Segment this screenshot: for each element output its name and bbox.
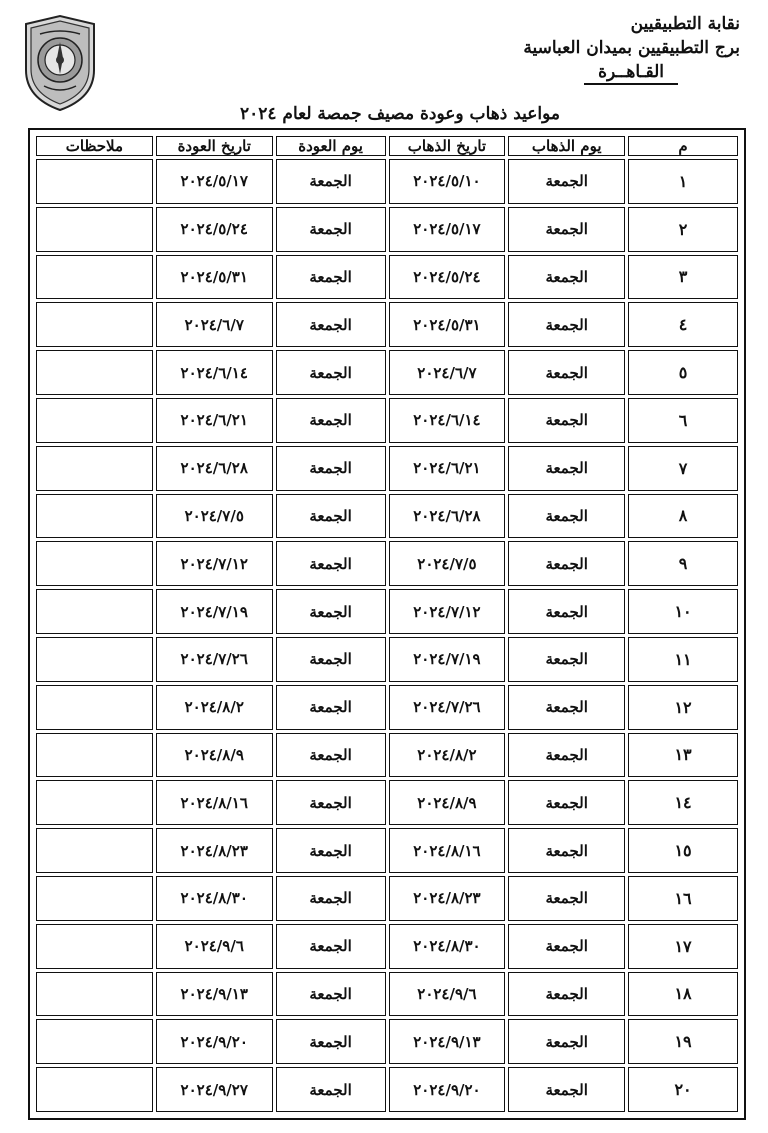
return-day-cell: الجمعة [276,398,386,443]
table-row [36,350,738,395]
departure-day-cell: الجمعة [508,1067,625,1112]
departure-date-cell: ٢٠٢٤/٧/٢٦ [389,685,506,730]
row-number-cell: ١٥ [628,828,738,873]
departure-day-cell: الجمعة [508,972,625,1017]
return-date-cell: ٢٠٢٤/٩/٦ [156,924,273,969]
return-day-cell: الجمعة [276,207,386,252]
departure-day-cell: الجمعة [508,255,625,300]
row-number-cell: ١٦ [628,876,738,921]
row-number-cell: ١٣ [628,733,738,778]
departure-day-cell: الجمعة [508,350,625,395]
row-number-cell: ٨ [628,494,738,539]
return-date-cell: ٢٠٢٤/٧/٢٦ [156,637,273,682]
departure-date-cell: ٢٠٢٤/٩/٢٠ [389,1067,506,1112]
departure-date-cell: ٢٠٢٤/٩/١٣ [389,1019,506,1064]
departure-day-cell: الجمعة [508,1019,625,1064]
return-day-cell: الجمعة [276,255,386,300]
row-number-cell: ١٨ [628,972,738,1017]
departure-date-cell: ٢٠٢٤/٨/٢٣ [389,876,506,921]
notes-cell [36,446,153,491]
table-row [36,637,738,682]
departure-date-cell: ٢٠٢٤/٨/٩ [389,780,506,825]
departure-date-cell: ٢٠٢٤/٦/٢٨ [389,494,506,539]
notes-cell [36,255,153,300]
return-day-cell: الجمعة [276,302,386,347]
return-day-cell: الجمعة [276,828,386,873]
return-date-cell: ٢٠٢٤/٦/٢٨ [156,446,273,491]
table-row [36,302,738,347]
table-header-row [36,136,738,156]
departure-date-cell: ٢٠٢٤/٨/١٦ [389,828,506,873]
departure-day-cell: الجمعة [508,541,625,586]
table-row [36,541,738,586]
departure-day-cell: الجمعة [508,685,625,730]
return-day-cell: الجمعة [276,685,386,730]
return-date-cell: ٢٠٢٤/٦/٧ [156,302,273,347]
column-header-return-date: تاريخ العودة [156,136,273,156]
departure-date-cell: ٢٠٢٤/٥/٣١ [389,302,506,347]
table-row [36,1067,738,1112]
row-number-cell: ٥ [628,350,738,395]
building-name: برج التطبيقيين بميدان العباسية [523,38,740,58]
row-number-cell: ١٧ [628,924,738,969]
return-date-cell: ٢٠٢٤/٨/٢ [156,685,273,730]
row-number-cell: ٤ [628,302,738,347]
departure-date-cell: ٢٠٢٤/٦/٢١ [389,446,506,491]
row-number-cell: ٢٠ [628,1067,738,1112]
return-date-cell: ٢٠٢٤/٩/٢٠ [156,1019,273,1064]
table-row [36,494,738,539]
table-row [36,255,738,300]
column-header-return-day: يوم العودة [276,136,386,156]
departure-date-cell: ٢٠٢٤/٩/٦ [389,972,506,1017]
departure-date-cell: ٢٠٢٤/٦/٧ [389,350,506,395]
departure-day-cell: الجمعة [508,207,625,252]
column-header-departure-date: تاريخ الذهاب [389,136,506,156]
schedule-table-frame [28,128,746,1120]
departure-date-cell: ٢٠٢٤/٥/١٧ [389,207,506,252]
notes-cell [36,1067,153,1112]
table-row [36,589,738,634]
row-number-cell: ١١ [628,637,738,682]
notes-cell [36,637,153,682]
organization-name: نقابة التطبيقيين [630,14,740,34]
departure-day-cell: الجمعة [508,446,625,491]
departure-date-cell: ٢٠٢٤/٦/١٤ [389,398,506,443]
departure-day-cell: الجمعة [508,589,625,634]
departure-day-cell: الجمعة [508,924,625,969]
return-day-cell: الجمعة [276,159,386,204]
table-row [36,685,738,730]
row-number-cell: ١٢ [628,685,738,730]
departure-date-cell: ٢٠٢٤/٥/٢٤ [389,255,506,300]
row-number-cell: ١٤ [628,780,738,825]
return-date-cell: ٢٠٢٤/٨/٢٣ [156,828,273,873]
notes-cell [36,350,153,395]
departure-day-cell: الجمعة [508,159,625,204]
departure-day-cell: الجمعة [508,876,625,921]
notes-cell [36,541,153,586]
table-row [36,207,738,252]
table-row [36,159,738,204]
notes-cell [36,924,153,969]
document-title: مواعيد ذهاب وعودة مصيف جمصة لعام ٢٠٢٤ [239,104,561,124]
column-header-notes: ملاحظات [36,136,153,156]
departure-day-cell: الجمعة [508,780,625,825]
notes-cell [36,494,153,539]
table-row [36,780,738,825]
return-date-cell: ٢٠٢٤/٧/٥ [156,494,273,539]
notes-cell [36,780,153,825]
return-date-cell: ٢٠٢٤/٩/١٣ [156,972,273,1017]
return-day-cell: الجمعة [276,733,386,778]
row-number-cell: ٦ [628,398,738,443]
return-date-cell: ٢٠٢٤/٥/٢٤ [156,207,273,252]
notes-cell [36,685,153,730]
schedule-table [33,133,741,1115]
notes-cell [36,972,153,1017]
departure-date-cell: ٢٠٢٤/٨/٢ [389,733,506,778]
return-date-cell: ٢٠٢٤/٨/٩ [156,733,273,778]
notes-cell [36,207,153,252]
departure-day-cell: الجمعة [508,828,625,873]
departure-day-cell: الجمعة [508,733,625,778]
departure-date-cell: ٢٠٢٤/٨/٣٠ [389,924,506,969]
notes-cell [36,589,153,634]
return-day-cell: الجمعة [276,1019,386,1064]
table-row [36,972,738,1017]
row-number-cell: ١ [628,159,738,204]
notes-cell [36,302,153,347]
row-number-cell: ٩ [628,541,738,586]
city-name: القـاهــرة [584,61,678,85]
return-day-cell: الجمعة [276,589,386,634]
organization-header [523,12,740,85]
table-row [36,924,738,969]
row-number-cell: ٧ [628,446,738,491]
departure-date-cell: ٢٠٢٤/٧/١٢ [389,589,506,634]
departure-day-cell: الجمعة [508,494,625,539]
departure-day-cell: الجمعة [508,302,625,347]
notes-cell [36,733,153,778]
return-date-cell: ٢٠٢٤/٥/١٧ [156,159,273,204]
table-row [36,876,738,921]
return-day-cell: الجمعة [276,494,386,539]
table-row [36,398,738,443]
departure-date-cell: ٢٠٢٤/٧/١٩ [389,637,506,682]
departure-day-cell: الجمعة [508,398,625,443]
row-number-cell: ١٩ [628,1019,738,1064]
return-day-cell: الجمعة [276,876,386,921]
notes-cell [36,159,153,204]
notes-cell [36,1019,153,1064]
return-date-cell: ٢٠٢٤/٨/٣٠ [156,876,273,921]
notes-cell [36,876,153,921]
departure-day-cell: الجمعة [508,637,625,682]
return-date-cell: ٢٠٢٤/٧/١٢ [156,541,273,586]
departure-date-cell: ٢٠٢٤/٧/٥ [389,541,506,586]
return-day-cell: الجمعة [276,1067,386,1112]
notes-cell [36,828,153,873]
column-header-departure-day: يوم الذهاب [508,136,625,156]
return-day-cell: الجمعة [276,780,386,825]
column-header-number: م [628,136,738,156]
return-day-cell: الجمعة [276,924,386,969]
return-date-cell: ٢٠٢٤/٦/٢١ [156,398,273,443]
return-date-cell: ٢٠٢٤/٧/١٩ [156,589,273,634]
row-number-cell: ٣ [628,255,738,300]
return-day-cell: الجمعة [276,637,386,682]
return-date-cell: ٢٠٢٤/٨/١٦ [156,780,273,825]
return-day-cell: الجمعة [276,541,386,586]
return-day-cell: الجمعة [276,972,386,1017]
table-row [36,828,738,873]
row-number-cell: ٢ [628,207,738,252]
return-day-cell: الجمعة [276,350,386,395]
table-row [36,1019,738,1064]
table-row [36,733,738,778]
return-day-cell: الجمعة [276,446,386,491]
departure-date-cell: ٢٠٢٤/٥/١٠ [389,159,506,204]
notes-cell [36,398,153,443]
return-date-cell: ٢٠٢٤/٥/٣١ [156,255,273,300]
return-date-cell: ٢٠٢٤/٦/١٤ [156,350,273,395]
return-date-cell: ٢٠٢٤/٩/٢٧ [156,1067,273,1112]
table-row [36,446,738,491]
syndicate-logo [22,12,98,112]
row-number-cell: ١٠ [628,589,738,634]
